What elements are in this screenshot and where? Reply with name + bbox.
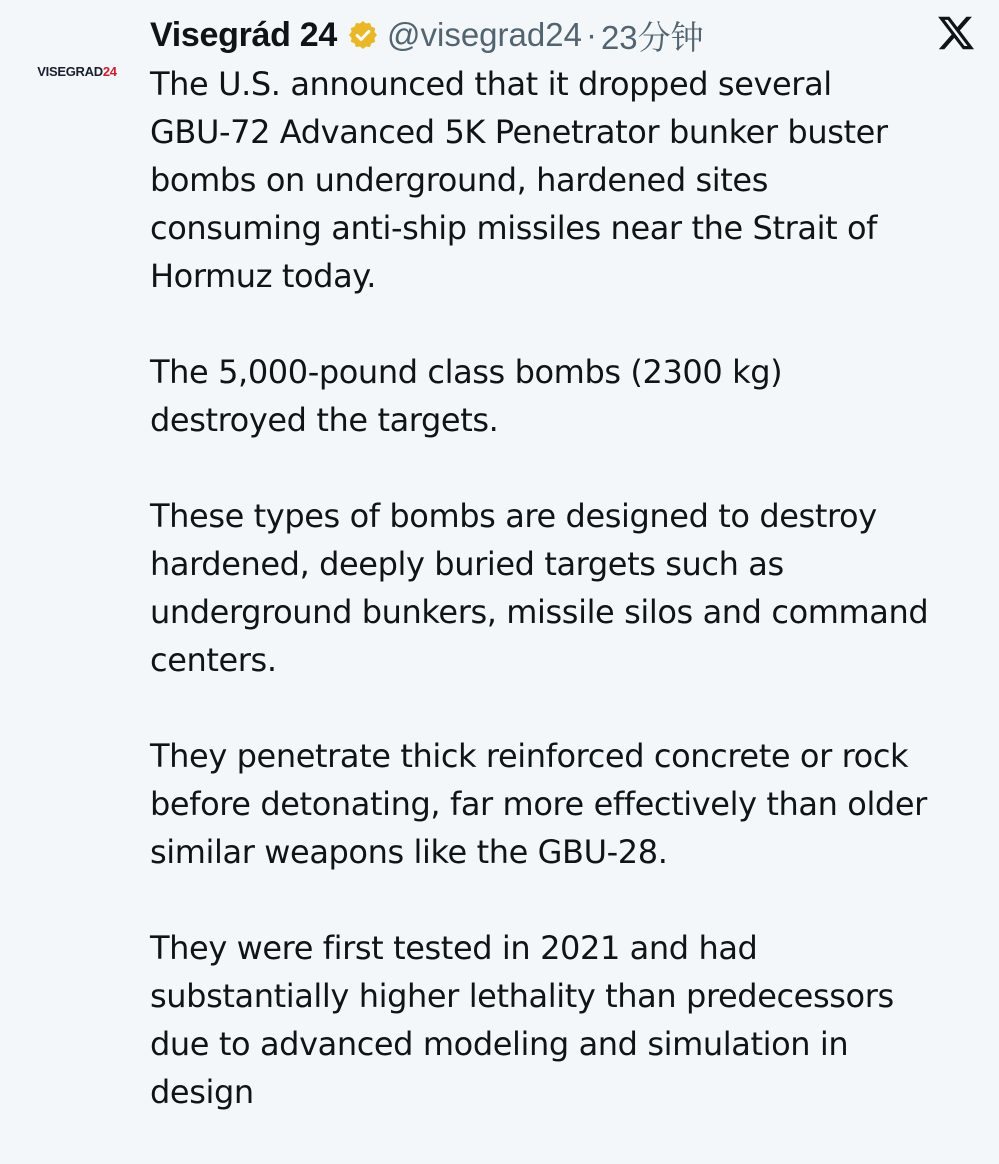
tweet-body — [150, 60, 990, 1164]
avatar-logo-text: VISEGRAD — [37, 63, 103, 79]
header-separator: · — [585, 16, 597, 53]
tweet-header — [150, 8, 704, 62]
user-handle[interactable]: @visegrad24 — [386, 16, 582, 53]
tweet-paragraph-4: They penetrate thick reinforced concrete or rock before detonating, far more effectively than older similar weapons like the GBU-28. — [150, 737, 927, 871]
post-time[interactable]: 23分钟 — [600, 18, 704, 56]
tweet-paragraph-3: These types of bombs are designed to destroy hardened, deeply buried targets such as underground bunkers, missile silos and command centers. — [150, 497, 929, 679]
avatar-logo-accent: 24 — [102, 63, 117, 79]
x-logo-icon — [936, 13, 976, 53]
tweet-paragraph-2: The 5,000-pound class bombs (2300 kg) destroyed the targets. — [150, 353, 783, 439]
display-name[interactable]: Visegrád 24 — [150, 15, 337, 54]
tweet-paragraph-1: The U.S. announced that it dropped several GBU-72 Advanced 5K Penetrator bunker buster bombs on underground, hardened sites consuming anti-ship missiles near the Strait of Hormuz today. — [150, 65, 888, 295]
avatar[interactable] — [22, 50, 132, 92]
verified-badge-icon — [347, 19, 379, 51]
tweet-paragraph-5: They were first tested in 2021 and had substantially higher lethality than predecessors due to advanced modeling and simulation in design — [150, 929, 894, 1111]
